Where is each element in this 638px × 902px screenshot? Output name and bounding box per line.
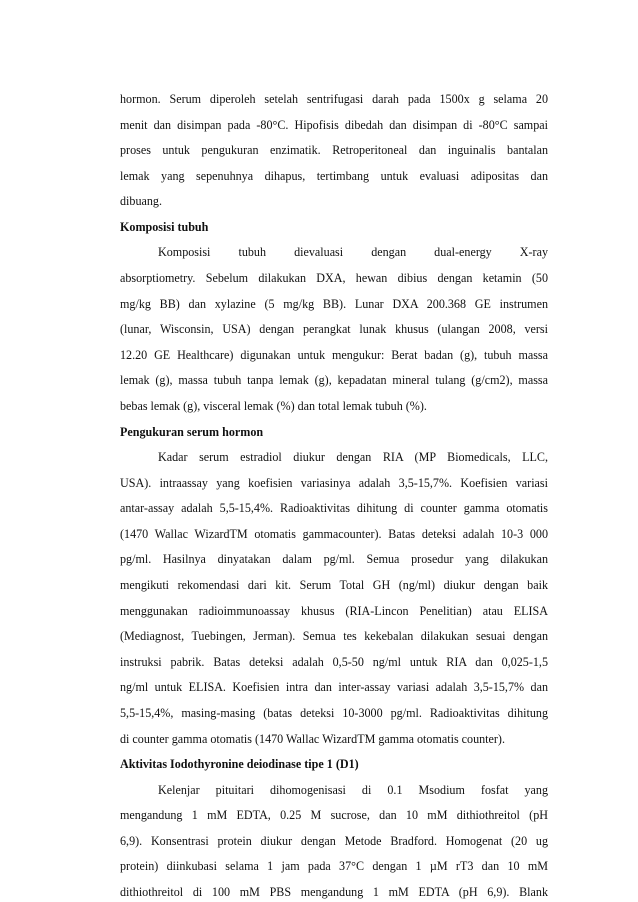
text-line: Kadar serum estradiol diukur dengan RIA (MP Biomedicals, LLC, — [158, 450, 548, 465]
text-line: USA). intraassay yang koefisien variasinya adalah 3,5-15,7%. Koefisien variasi — [120, 475, 548, 490]
text-line: absorptiometry. Sebelum dilakukan DXA, hewan dibius dengan ketamin (50 — [120, 271, 548, 286]
text-line: 12.20 GE Healthcare) digunakan untuk mengukur: Berat badan (g), tubuh massa — [120, 347, 548, 362]
text-line: pg/ml. Hasilnya dinyatakan dalam pg/ml. Semua prosedur yang dilakukan — [120, 552, 548, 567]
text-line: 5,5-15,4%, masing-masing (batas deteksi 10-3000 pg/ml. Radioaktivitas dihitung — [120, 705, 548, 720]
section-heading: Komposisi tubuh — [120, 219, 209, 234]
section-heading: Pengukuran serum hormon — [120, 424, 264, 439]
text-line: mengikuti rekomendasi dari kit. Serum Total GH (ng/ml) diukur dengan baik — [120, 578, 548, 593]
text-line: 6,9). Konsentrasi protein diukur dengan Metode Bradford. Homogenat (20 ug — [120, 833, 548, 848]
text-line: proses untuk pengukuran enzimatik. Retroperitoneal dan inguinalis bantalan — [120, 143, 548, 158]
section-heading: Aktivitas Iodothyronine deiodinase tipe 1 (D1) — [120, 757, 359, 772]
text-line: antar-assay adalah 5,5-15,4%. Radioaktivitas dihitung di counter gamma otomatis — [120, 501, 548, 516]
text-line: dibuang. — [120, 194, 162, 209]
text-line: lemak (g), massa tubuh tanpa lemak (g), kepadatan mineral tulang (g/cm2), massa — [120, 373, 548, 388]
text-line: instruksi pabrik. Batas deteksi adalah 0,5-50 ng/ml untuk RIA dan 0,025-1,5 — [120, 654, 548, 669]
text-line: menit dan disimpan pada -80°C. Hipofisis dibedah dan disimpan di -80°C sampai — [120, 117, 548, 132]
text-line: bebas lemak (g), visceral lemak (%) dan total lemak tubuh (%). — [120, 398, 427, 413]
text-line: dithiothreitol di 100 mM PBS mengandung 1 mM EDTA (pH 6,9). Blank — [120, 885, 548, 899]
text-line: mg/kg BB) dan xylazine (5 mg/kg BB). Lunar DXA 200.368 GE instrumen — [120, 296, 548, 311]
text-line: protein) diinkubasi selama 1 jam pada 37°C dengan 1 µM rT3 dan 10 mM — [120, 859, 548, 874]
text-line: ng/ml untuk ELISA. Koefisien intra dan inter-assay variasi adalah 3,5-15,7% dan — [120, 680, 548, 695]
text-line: (lunar, Wisconsin, USA) dengan perangkat lunak khusus (ulangan 2008, versi — [120, 322, 548, 337]
text-line: (Mediagnost, Tuebingen, Jerman). Semua tes kekebalan dilakukan sesuai dengan — [120, 629, 548, 644]
text-line: menggunakan radioimmunoassay khusus (RIA-Lincon Penelitian) atau ELISA — [120, 603, 548, 618]
text-line: (1470 Wallac WizardTM otomatis gammacounter). Batas deteksi adalah 10-3 000 — [120, 526, 548, 541]
text-line: lemak yang sepenuhnya dihapus, tertimbang untuk evaluasi adipositas dan — [120, 168, 548, 183]
text-line: di counter gamma otomatis (1470 Wallac WizardTM gamma otomatis counter). — [120, 731, 505, 746]
text-line: mengandung 1 mM EDTA, 0.25 M sucrose, dan 10 mM dithiothreitol (pH — [120, 808, 548, 823]
text-line: hormon. Serum diperoleh setelah sentrifugasi darah pada 1500x g selama 20 — [120, 92, 548, 106]
text-line: Kelenjar pituitari dihomogenisasi di 0.1 Msodium fosfat yang — [158, 782, 548, 797]
text-line: Komposisi tubuh dievaluasi dengan dual-energy X-ray — [158, 245, 548, 260]
